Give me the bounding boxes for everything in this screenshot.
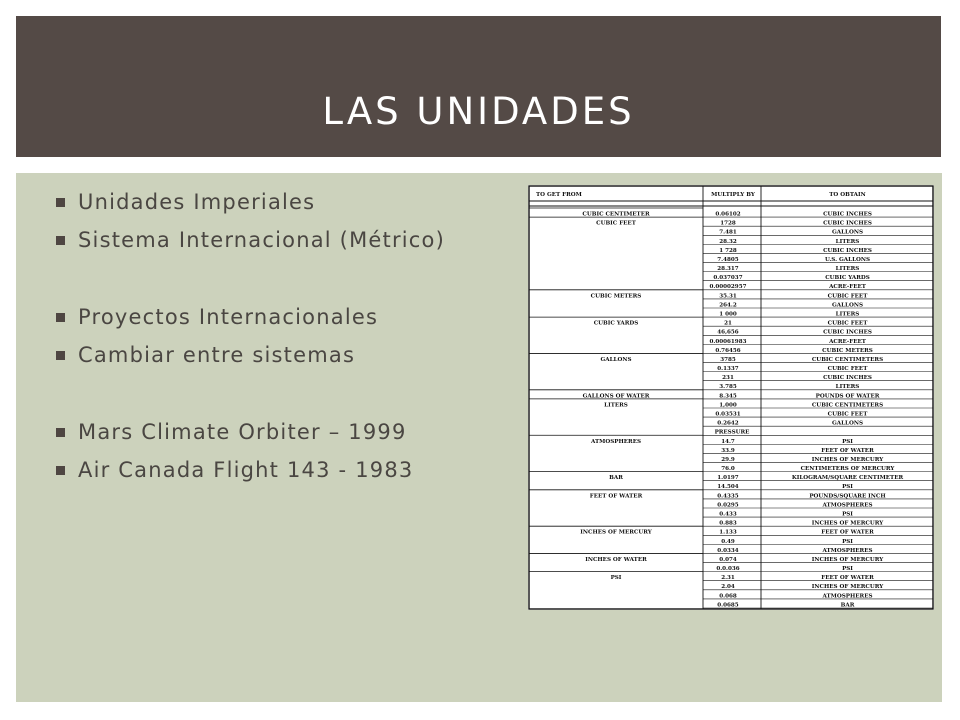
table-cell-factor: 0.06102	[715, 211, 741, 218]
table-cell-factor: 264.2	[719, 302, 737, 309]
table-cell-obtain: LITERS	[835, 238, 860, 245]
table-cell-from: INCHES OF MERCURY	[580, 529, 652, 536]
table-cell-factor: 14.7	[721, 438, 735, 445]
table-cell-obtain: CUBIC CENTIMETERS	[811, 356, 884, 363]
table-cell-factor: 76.0	[721, 466, 735, 473]
bullet-text: Mars Climate Orbiter – 1999	[78, 420, 407, 444]
table-cell-factor: 28.317	[717, 266, 739, 273]
table-cell-obtain: INCHES OF MERCURY	[811, 584, 884, 591]
square-bullet-icon	[56, 351, 65, 360]
conversion-table-image	[528, 185, 934, 610]
table-cell-obtain: PSI	[842, 538, 853, 545]
table-cell-factor: 0.0334	[717, 547, 739, 554]
table-cell-factor: 2.31	[721, 575, 735, 582]
table-cell-factor: 1,000	[719, 402, 737, 409]
table-cell-from: INCHES OF WATER	[585, 556, 647, 563]
table-cell-obtain: U.S. GALLONS	[824, 256, 871, 263]
table-cell-from: BAR	[609, 475, 623, 482]
table-cell-factor: 1.0197	[717, 475, 739, 482]
table-cell-obtain: CUBIC INCHES	[823, 220, 872, 227]
table-cell-factor: 0.2642	[717, 420, 739, 427]
table-cell-factor: 1 000	[719, 311, 737, 318]
square-bullet-icon	[56, 466, 65, 475]
table-cell-factor: 1.133	[719, 529, 737, 536]
table-cell-obtain: CUBIC INCHES	[823, 375, 872, 382]
table-cell-obtain: CUBIC FEET	[827, 366, 868, 373]
table-cell-from: CUBIC CENTIMETER	[582, 211, 650, 218]
table-cell-factor: 7.4805	[717, 256, 739, 263]
table-header-from: TO GET FROM	[536, 192, 582, 198]
table-cell-factor: 46,656	[717, 329, 739, 336]
table-cell-factor: 0.433	[719, 511, 737, 518]
table-cell-factor: 35.31	[719, 293, 737, 300]
table-cell-obtain: POUNDS/SQUARE INCH	[809, 493, 886, 500]
bullet-item	[56, 340, 445, 378]
table-cell-factor: 33.9	[721, 447, 735, 454]
table-cell-obtain: INCHES OF MERCURY	[811, 456, 884, 463]
title-bar	[16, 16, 941, 157]
table-cell-obtain: GALLONS	[831, 302, 864, 309]
square-bullet-icon	[56, 198, 65, 207]
table-cell-from: GALLONS OF WATER	[582, 393, 650, 400]
table-cell-obtain: CENTIMETERS OF MERCURY	[800, 466, 895, 473]
table-cell-obtain: ATMOSPHERES	[822, 593, 873, 600]
table-cell-factor: 21	[724, 320, 732, 327]
table-cell-factor: 0.068	[719, 593, 737, 600]
table-cell-obtain: CUBIC FEET	[827, 411, 868, 418]
table-cell-factor: 231	[722, 375, 734, 382]
content-area	[16, 173, 942, 702]
table-cell-from: CUBIC YARDS	[593, 320, 639, 327]
table-cell-from: GALLONS	[600, 356, 632, 363]
table-cell-factor: 0.883	[719, 520, 737, 527]
table-cell-obtain: CUBIC FEET	[827, 293, 868, 300]
table-cell-obtain: PSI	[842, 438, 853, 445]
table-cell-factor: 3785	[720, 356, 736, 363]
table-cell-factor: 0.1337	[717, 366, 739, 373]
table-cell-obtain: LITERS	[835, 384, 860, 391]
bullet-text: Sistema Internacional (Métrico)	[78, 228, 445, 252]
table-cell-factor: 14.504	[717, 484, 739, 491]
table-cell-factor: 0.074	[719, 556, 737, 563]
table-cell-obtain: CUBIC INCHES	[823, 329, 872, 336]
table-cell-obtain: LITERS	[835, 311, 860, 318]
conversion-table	[528, 185, 934, 610]
bullet-item	[56, 455, 445, 493]
table-cell-obtain: CUBIC INCHES	[823, 211, 872, 218]
table-cell-factor: 1728	[720, 220, 736, 227]
table-cell-from: FEET OF WATER	[589, 493, 643, 500]
table-cell-obtain: ATMOSPHERES	[822, 547, 873, 554]
table-cell-obtain: FEET OF WATER	[821, 447, 874, 454]
table-cell-obtain: FEET OF WATER	[821, 575, 874, 582]
table-section-label: PRESSURE	[714, 429, 750, 436]
square-bullet-icon	[56, 313, 65, 322]
table-cell-obtain: GALLONS	[831, 229, 864, 236]
table-cell-factor: 0.00061983	[709, 338, 747, 345]
table-cell-factor: 8.345	[719, 393, 737, 400]
bullet-text: Cambiar entre sistemas	[78, 343, 356, 367]
bullet-text: Proyectos Internacionales	[78, 305, 379, 329]
table-cell-obtain: PSI	[842, 566, 853, 573]
bullet-item	[56, 417, 445, 455]
table-cell-obtain: BAR	[840, 602, 855, 609]
table-cell-obtain: ACRE-FEET	[829, 338, 866, 345]
table-cell-obtain: INCHES OF MERCURY	[811, 556, 884, 563]
table-cell-from: PSI	[610, 575, 622, 582]
bullet-text: Unidades Imperiales	[78, 190, 316, 214]
bullet-list	[56, 187, 445, 493]
table-cell-factor: 0.0295	[717, 502, 739, 509]
table-cell-obtain: KILOGRAM/SQUARE CENTIMETER	[791, 475, 904, 482]
table-cell-from: LITERS	[604, 402, 628, 409]
table-cell-factor: 1 728	[719, 247, 737, 254]
table-cell-obtain: CUBIC METERS	[822, 347, 873, 354]
table-cell-obtain: LITERS	[835, 266, 860, 273]
table-cell-from: ATMOSPHERES	[590, 438, 642, 445]
table-cell-obtain: PSI	[842, 511, 853, 518]
table-cell-obtain: PSI	[842, 484, 853, 491]
table-cell-factor: 2.04	[721, 584, 735, 591]
table-cell-obtain: CUBIC INCHES	[823, 247, 872, 254]
table-cell-factor: 0.00002957	[709, 284, 747, 291]
table-cell-factor: 0.76456	[715, 347, 741, 354]
table-cell-from: CUBIC FEET	[596, 220, 636, 227]
table-cell-obtain: CUBIC FEET	[827, 320, 868, 327]
table-cell-factor: 0.49	[721, 538, 735, 545]
table-header-multiply: MULTIPLY BY	[711, 192, 755, 198]
bullet-item	[56, 187, 445, 225]
table-cell-obtain: FEET OF WATER	[821, 529, 874, 536]
table-cell-factor: 29.9	[721, 456, 735, 463]
table-cell-obtain: CUBIC YARDS	[825, 275, 870, 282]
table-cell-factor: 0.03531	[715, 411, 741, 418]
table-cell-obtain: CUBIC CENTIMETERS	[811, 402, 884, 409]
table-cell-factor: 3.785	[719, 384, 737, 391]
bullet-item	[56, 302, 445, 340]
table-cell-factor: 0.4335	[717, 493, 739, 500]
table-cell-factor: 0.0685	[717, 602, 739, 609]
table-cell-factor: 7.481	[719, 229, 737, 236]
table-cell-from: CUBIC METERS	[590, 293, 642, 300]
table-cell-obtain: GALLONS	[831, 420, 864, 427]
bullet-text: Air Canada Flight 143 - 1983	[78, 458, 414, 482]
table-cell-obtain: INCHES OF MERCURY	[811, 520, 884, 527]
table-cell-factor: 28.32	[719, 238, 737, 245]
table-cell-obtain: POUNDS OF WATER	[815, 393, 880, 400]
table-cell-factor: 0.0.036	[716, 566, 740, 573]
table-cell-obtain: ATMOSPHERES	[822, 502, 873, 509]
table-cell-factor: 0.037037	[713, 275, 743, 282]
slide-title: LAS UNIDADES	[322, 90, 635, 133]
table-header-obtain: TO OBTAIN	[829, 192, 866, 198]
table-cell-obtain: ACRE-FEET	[829, 284, 866, 291]
square-bullet-icon	[56, 236, 65, 245]
bullet-item	[56, 225, 445, 263]
square-bullet-icon	[56, 428, 65, 437]
